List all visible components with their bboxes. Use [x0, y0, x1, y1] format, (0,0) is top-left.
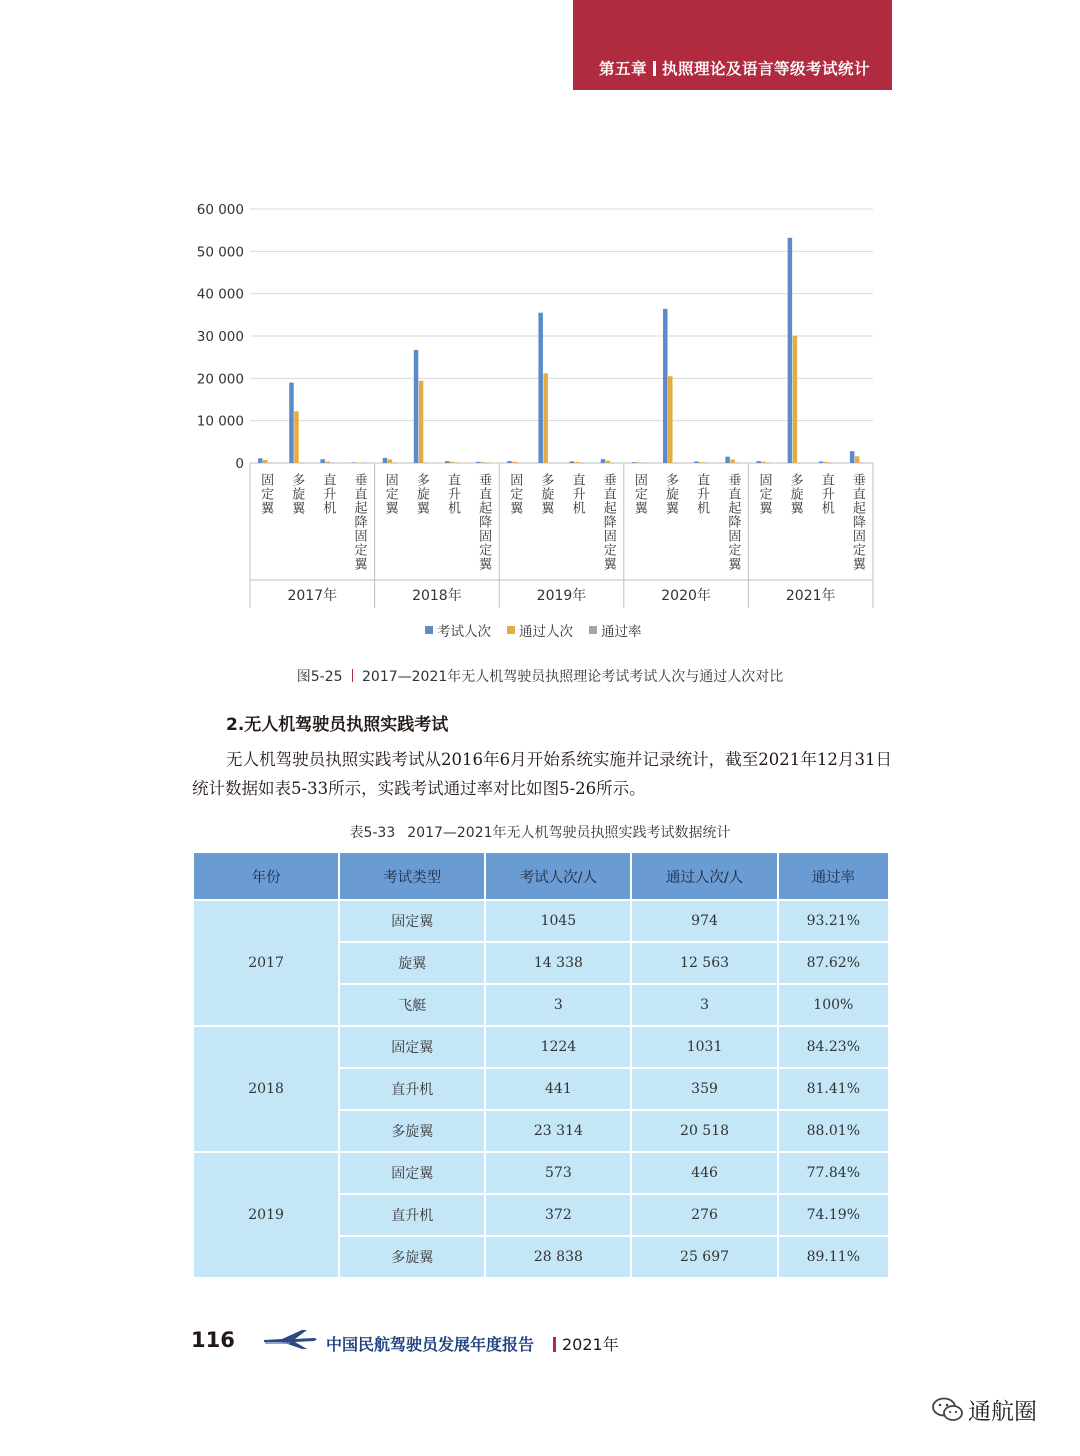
bar [819, 462, 824, 463]
category-tick-label: 多旋翼 [663, 473, 679, 515]
exam-count-cell: 1224 [485, 1026, 631, 1068]
pass-rate-cell: 84.23% [778, 1026, 889, 1068]
category-tick-label: 直升机 [694, 473, 710, 515]
bar [450, 462, 455, 463]
bar [548, 463, 553, 464]
group-tick-label: 2021年 [785, 588, 836, 604]
bar [735, 463, 740, 464]
bar [580, 463, 585, 464]
bar [517, 463, 522, 464]
bar [704, 463, 709, 464]
wechat-icon [932, 1397, 964, 1423]
category-tick-label: 垂直起降固定翼 [849, 473, 865, 571]
bar [798, 463, 803, 464]
category-tick-label: 垂直起降固定翼 [476, 473, 492, 571]
bar [357, 463, 362, 464]
pass-count-cell: 276 [631, 1194, 777, 1236]
bar [424, 463, 429, 464]
bar [850, 451, 855, 463]
y-tick-label: 20 000 [196, 371, 244, 388]
chapter-number: 第五章 [598, 60, 647, 78]
figure-label: 图5-25 [296, 669, 343, 685]
table-caption [0, 822, 1080, 842]
pass-count-cell: 12 563 [631, 942, 777, 984]
exam-count-cell: 3 [485, 984, 631, 1026]
category-tick-label: 固定翼 [382, 473, 398, 515]
bar [756, 461, 761, 463]
chapter-separator [653, 61, 656, 76]
bar [362, 463, 367, 464]
type-cell: 固定翼 [339, 1152, 485, 1194]
bar [606, 461, 611, 463]
table-header-row [193, 852, 889, 900]
bar [761, 462, 766, 463]
legend-label: 通过人次 [519, 624, 573, 640]
bar [414, 350, 419, 463]
pass-count-cell: 25 697 [631, 1236, 777, 1278]
category-tick-label: 多旋翼 [538, 473, 554, 515]
legend-label: 通过率 [601, 624, 642, 640]
year-cell: 2019 [193, 1152, 339, 1278]
category-tick-label: 固定翼 [258, 473, 274, 515]
bar [299, 463, 304, 464]
figure-caption [0, 666, 1080, 686]
bar [294, 411, 299, 463]
bar [419, 381, 424, 463]
pass-count-cell: 1031 [631, 1026, 777, 1068]
header-cell: 考试类型 [339, 852, 485, 900]
pass-rate-cell: 88.01% [778, 1110, 889, 1152]
airplane-icon [262, 1326, 320, 1350]
bar [388, 459, 393, 463]
table-caption-text: 2017—2021年无人机驾驶员执照实践考试数据统计 [407, 825, 731, 841]
bar [860, 463, 865, 464]
category-tick-label: 直升机 [818, 473, 834, 515]
year-cell: 2017 [193, 900, 339, 1026]
chapter-label [599, 57, 870, 79]
type-cell: 直升机 [339, 1194, 485, 1236]
page-number: 116 [191, 1328, 235, 1352]
type-cell: 直升机 [339, 1068, 485, 1110]
pass-rate-cell: 89.11% [778, 1236, 889, 1278]
pass-count-cell: 359 [631, 1068, 777, 1110]
chapter-banner [573, 0, 892, 90]
section-heading: 2.无人机驾驶员执照实践考试 [226, 715, 449, 735]
bar [829, 463, 834, 464]
table-row [193, 1152, 889, 1194]
group-tick-label: 2017年 [287, 588, 338, 604]
bar [637, 462, 642, 463]
bar [383, 458, 388, 463]
type-cell: 多旋翼 [339, 1236, 485, 1278]
pass-count-cell: 974 [631, 900, 777, 942]
bar [543, 373, 548, 463]
category-tick-label: 垂直起降固定翼 [725, 473, 741, 571]
y-tick-label: 10 000 [196, 413, 244, 430]
exam-count-cell: 573 [485, 1152, 631, 1194]
table-row [193, 900, 889, 942]
bar [538, 313, 543, 463]
category-tick-label: 多旋翼 [787, 473, 803, 515]
bar [824, 462, 829, 463]
group-tick-label: 2020年 [661, 588, 711, 604]
category-tick-label: 固定翼 [756, 473, 772, 515]
watermark-text: 通航圈 [968, 1399, 1037, 1425]
bar [575, 462, 580, 463]
bar [699, 462, 704, 463]
category-tick-label: 固定翼 [631, 473, 647, 515]
y-tick-label: 40 000 [196, 286, 244, 303]
pass-count-cell: 3 [631, 984, 777, 1026]
bar [320, 459, 325, 463]
pass-rate-cell: 74.19% [778, 1194, 889, 1236]
pass-rate-cell: 77.84% [778, 1152, 889, 1194]
bar [330, 463, 335, 464]
bar [611, 463, 616, 464]
bar [268, 463, 273, 464]
legend-swatch [507, 626, 515, 634]
type-cell: 旋翼 [339, 942, 485, 984]
bar [788, 238, 793, 463]
y-tick-label: 0 [235, 456, 244, 472]
exam-count-cell: 14 338 [485, 942, 631, 984]
header-cell: 通过人次/人 [631, 852, 777, 900]
exam-stats-table [192, 851, 890, 1279]
bar [673, 463, 678, 464]
pass-rate-cell: 87.62% [778, 942, 889, 984]
exam-count-cell: 372 [485, 1194, 631, 1236]
pass-count-cell: 446 [631, 1152, 777, 1194]
exam-count-cell: 23 314 [485, 1110, 631, 1152]
type-cell: 多旋翼 [339, 1110, 485, 1152]
category-tick-label: 直升机 [569, 473, 585, 515]
exam-count-cell: 441 [485, 1068, 631, 1110]
category-tick-label: 垂直起降固定翼 [600, 473, 616, 571]
bar [393, 463, 398, 464]
pass-rate-cell: 93.21% [778, 900, 889, 942]
exam-count-cell: 1045 [485, 900, 631, 942]
table-row [193, 1026, 889, 1068]
bar [766, 463, 771, 464]
type-cell: 固定翼 [339, 1026, 485, 1068]
bar [476, 462, 481, 463]
report-year-text: 2021年 [562, 1335, 619, 1354]
year-separator [553, 1337, 556, 1352]
legend-label: 考试人次 [437, 624, 491, 640]
exam-count-cell: 28 838 [485, 1236, 631, 1278]
year-cell: 2018 [193, 1026, 339, 1152]
bar [512, 462, 517, 463]
bar [668, 376, 673, 463]
bar [263, 460, 268, 463]
header-cell: 年份 [193, 852, 339, 900]
chapter-title: 执照理论及语言等级考试统计 [661, 60, 870, 78]
type-cell: 固定翼 [339, 900, 485, 942]
y-tick-label: 50 000 [196, 244, 244, 261]
category-tick-label: 垂直起降固定翼 [351, 473, 367, 571]
bar [455, 463, 460, 464]
type-cell: 飞艇 [339, 984, 485, 1026]
category-tick-label: 多旋翼 [289, 473, 305, 515]
header-cell: 通过率 [778, 852, 889, 900]
header-cell: 考试人次/人 [485, 852, 631, 900]
group-tick-label: 2019年 [536, 588, 587, 604]
bar [725, 457, 730, 463]
pass-count-cell: 20 518 [631, 1110, 777, 1152]
bar [855, 456, 860, 463]
bar [642, 463, 647, 464]
category-tick-label: 多旋翼 [413, 473, 429, 515]
bar [663, 309, 668, 463]
body-paragraph: 无人机驾驶员执照实践考试从2016年6月开始系统实施并记录统计，截至2021年12月31日统计数据如表5-33所示，实践考试通过率对比如图5-26所示。 [192, 750, 892, 798]
bar [730, 460, 735, 463]
pass-rate-cell: 100% [778, 984, 889, 1026]
bar [570, 461, 575, 463]
category-tick-label: 直升机 [444, 473, 460, 515]
bar [289, 383, 294, 463]
bar [601, 459, 606, 463]
bar [325, 462, 330, 463]
bar-chart [190, 195, 890, 650]
bar [258, 458, 263, 463]
legend-swatch [425, 626, 433, 634]
caption-separator [352, 669, 354, 682]
bar [445, 461, 450, 463]
figure-caption-text: 2017—2021年无人机驾驶员执照理论考试考试人次与通过人次对比 [362, 669, 784, 685]
bar [632, 462, 637, 463]
category-tick-label: 直升机 [320, 473, 336, 515]
report-title: 中国民航驾驶员发展年度报告 [326, 1335, 535, 1354]
bar [481, 462, 486, 463]
table-label: 表5-33 [349, 825, 396, 841]
category-tick-label: 固定翼 [507, 473, 523, 515]
group-tick-label: 2018年 [412, 588, 462, 604]
pass-rate-cell: 81.41% [778, 1068, 889, 1110]
bar [694, 462, 699, 463]
legend-swatch [589, 626, 597, 634]
bar [486, 463, 491, 464]
bar [793, 336, 798, 463]
report-year [553, 1332, 619, 1355]
y-tick-label: 60 000 [196, 202, 244, 218]
y-tick-label: 30 000 [196, 329, 244, 345]
bar [352, 462, 357, 463]
bar [507, 461, 512, 463]
